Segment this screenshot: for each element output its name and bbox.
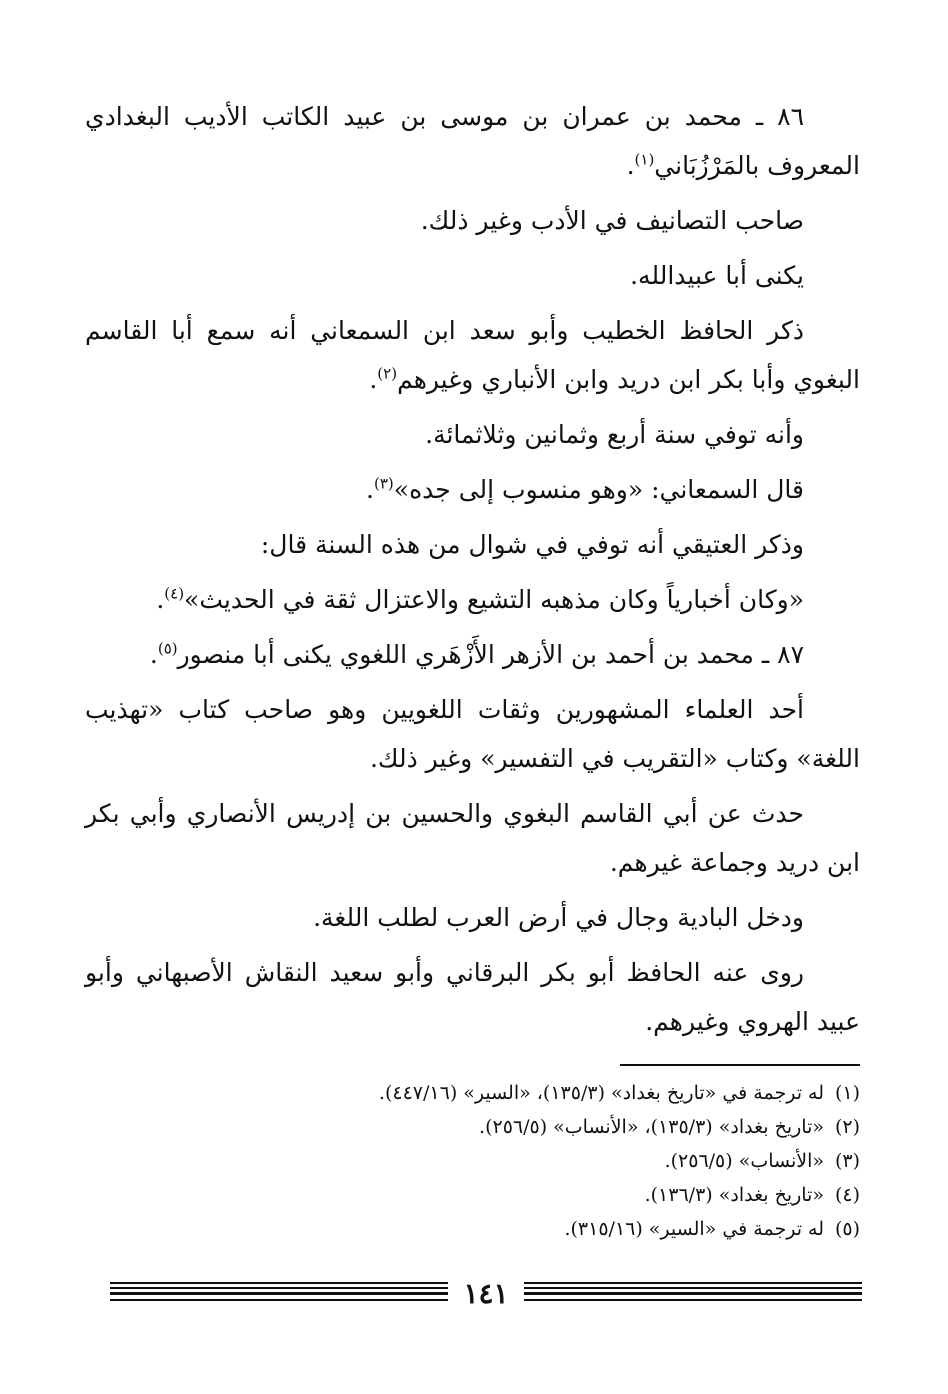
paragraph: «وكان أخبارياً وكان مذهبه التشيع والاعتزال ثقة في الحديث»$^{(٤)}$.	[156, 584, 804, 614]
footnote-number: (٣)	[834, 1150, 860, 1172]
footnote-text: «تاريخ بغداد» (١٣٦/٣).	[644, 1184, 824, 1206]
paragraph: حدث عن أبي القاسم البغوي والحسين بن إدريس الأنصاري وأبي بكر ابن دريد وجماعة غيرهم.	[85, 799, 860, 877]
footnote-item	[85, 1076, 860, 1110]
footnote-number: (٤)	[834, 1184, 860, 1206]
footnote-ref-1[interactable]: (١)	[634, 150, 655, 169]
entry-86-heading: ٨٦ ـ محمد بن عمران بن موسى بن عبيد الكاتب الأديب البغدادي المعروف بالمَرْزُبَاني$^{(١)}$.	[85, 102, 860, 180]
main-text	[85, 92, 860, 1052]
footnote-ref-4[interactable]: (٤)	[164, 584, 185, 603]
footnote-item	[85, 1110, 860, 1144]
footnote-ref-2[interactable]: (٢)	[377, 364, 398, 383]
footnote-text: «الأنساب» (٢٥٦/٥).	[664, 1150, 824, 1172]
footnote-number: (٢)	[834, 1116, 860, 1138]
paragraph: وذكر العتيقي أنه توفي في شوال من هذه السنة قال:	[260, 530, 804, 559]
paragraph: ذكر الحافظ الخطيب وأبو سعد ابن السمعاني أنه سمع أبا القاسم البغوي وأبا بكر ابن دريد وابن الأنباري وغيرهم$^{(٢)}$.	[85, 316, 860, 394]
page-number: ١٤١	[463, 1277, 509, 1310]
footnote-text: «تاريخ بغداد» (١٣٥/٣)، «الأنساب» (٢٥٦/٥).	[479, 1116, 824, 1138]
paragraph: وأنه توفي سنة أربع وثمانين وثلاثمائة.	[425, 420, 804, 449]
footer-rule-left	[110, 1282, 448, 1306]
entry-87-heading: ٨٧ ـ محمد بن أحمد بن الأزهر الأَزْهَري اللغوي يكنى أبا منصور$^{(٥)}$.	[149, 639, 804, 669]
page-footer	[110, 1276, 862, 1316]
footnotes-list	[85, 1076, 860, 1246]
paragraph: ودخل البادية وجال في أرض العرب لطلب اللغة.	[313, 903, 804, 932]
footnote-item	[85, 1178, 860, 1212]
paragraph: يكنى أبا عبيدالله.	[630, 261, 804, 290]
footnote-text: له ترجمة في «تاريخ بغداد» (١٣٥/٣)، «السير» (٤٤٧/١٦).	[378, 1082, 824, 1104]
paragraph: صاحب التصانيف في الأدب وغير ذلك.	[420, 206, 804, 235]
footnote-divider	[620, 1064, 860, 1066]
paragraph: روى عنه الحافظ أبو بكر البرقاني وأبو سعيد النقاش الأصبهاني وأبو عبيد الهروي وغيرهم.	[85, 958, 860, 1036]
footnote-number: (٥)	[834, 1218, 860, 1240]
footnote-item	[85, 1212, 860, 1246]
footnote-item	[85, 1144, 860, 1178]
footnote-text: له ترجمة في «السير» (٣١٥/١٦).	[564, 1218, 824, 1240]
footnote-number: (١)	[834, 1082, 860, 1104]
paragraph: أحد العلماء المشهورين وثقات اللغويين وهو صاحب كتاب «تهذيب اللغة» وكتاب «التقريب في التفسير» وغير ذلك.	[85, 695, 860, 773]
footer-rule-right	[524, 1282, 862, 1306]
paragraph: قال السمعاني: «وهو منسوب إلى جده»$^{(٣)}$.	[366, 474, 804, 504]
footnote-ref-3[interactable]: (٣)	[374, 474, 394, 493]
footnote-ref-5[interactable]: (٥)	[157, 639, 178, 658]
